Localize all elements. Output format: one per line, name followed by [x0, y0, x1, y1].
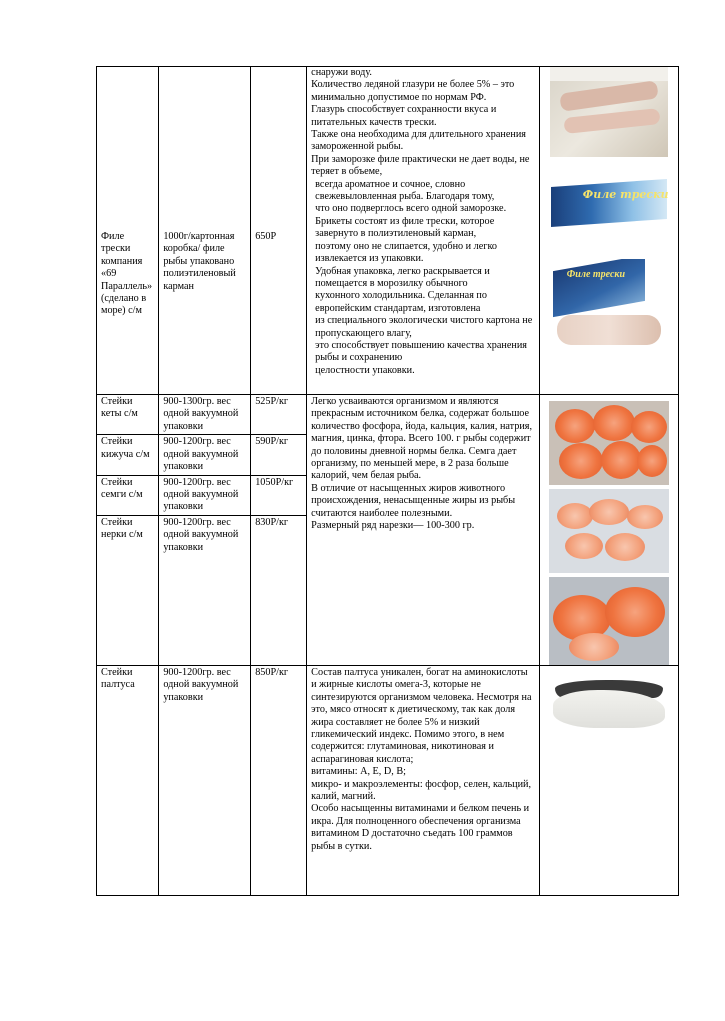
cod-desc-line: поэтому оно не слипается, удобно и легко извлекается из упаковки. [315, 240, 497, 265]
cod-desc-line: Также она необходима для длительного хранения замороженной рыбы. [311, 129, 526, 153]
halibut-desc-para: Особо насыщенны витаминами и белком печень и икра. Для полноценного обеспечения организма витамином D достаточно съедать 100 граммов рыбы в сутки. [311, 803, 530, 852]
cod-carton-fillet-photo [549, 259, 669, 355]
steak-price: 830Р/кг [255, 517, 289, 528]
cod-desc-cell [307, 67, 539, 395]
steaks-photos-cell [539, 395, 678, 666]
steak-price: 525Р/кг [255, 396, 289, 407]
carton-label: Филе трески [582, 188, 669, 201]
steak-name: Стейки кеты с/м [101, 396, 138, 420]
steak-photo-2 [549, 489, 669, 573]
cod-desc-line: кухонного холодильника. Сделанная по европейским стандартам, изготовлена [315, 290, 487, 314]
steaks-desc-para: Легко усваиваются организмом и являются прекрасным источником белка, содержат большое количество фосфора, йода, кальция, калия, натрия, магния, цинка, фтора. Всего 100. г рыбы содержит до половины дневной нормы белка. Семга дает организму, по меньшей мере, в 2 раза больше калорий, чем белая рыба. [311, 396, 533, 482]
table-row-halibut [97, 666, 679, 896]
steak-price-cell [251, 435, 307, 475]
halibut-photo-cell [539, 666, 678, 896]
steak-pack-cell [159, 475, 251, 515]
halibut-price-cell [251, 666, 307, 896]
steak-name-cell [97, 475, 159, 515]
steak-pack-cell [159, 435, 251, 475]
steak-name-cell [97, 435, 159, 475]
halibut-desc-para: витамины: A, E, D, B; [311, 766, 406, 778]
cod-price: 650Р [255, 231, 277, 242]
cod-name: Филе трески компания «69 Параллель» (сделано в море) с/м [101, 231, 153, 317]
steaks-desc-para: Размерный ряд нарезки— 100-300 гр. [311, 520, 475, 532]
halibut-name: Стейки палтуса [101, 667, 135, 691]
steak-pack-cell [159, 395, 251, 435]
steak-name: Стейки семги с/м [101, 476, 143, 501]
halibut-photo [549, 672, 669, 734]
halibut-pack: 900-1200гр. вес одной вакуумной упаковки [163, 667, 239, 703]
cod-desc-line: это способствует повышению качества хранения рыбы и сохранению [315, 339, 527, 364]
cod-name-cell [97, 67, 159, 395]
halibut-desc-para: Состав палтуса уникален, богат на аминокислоты и жирные кислоты омега-3, которые не синтезируются организмом человека. Несмотря на это, мясо относят к диетическому, так как доля жира составляет не более 5% и низкий гликемический индекс. Помимо этого, в нем содержится: глутаминовая, никотиновая и аспарагиновая кислота; [311, 667, 532, 765]
steak-name-cell [97, 516, 159, 666]
cod-desc-line: что оно подверглось всего одной заморозке. [315, 203, 507, 215]
steak-pack: 900-1200гр. вес одной вакуумной упаковки [163, 436, 239, 473]
cod-carton-photo [549, 165, 669, 245]
cod-desc-line: Брикеты состоят из филе трески, которое завернуто в полиэтиленовый карман, [315, 215, 495, 240]
steak-pack: 900-1300гр. вес одной вакуумной упаковки [163, 396, 239, 432]
cod-desc-line: При заморозке филе практически не дает воды, не теряет в объеме, [311, 153, 530, 178]
cod-desc-line: целостности упаковки. [315, 364, 415, 376]
steak-pack: 900-1200гр. вес одной вакуумной упаковки [163, 476, 239, 513]
halibut-desc-cell [307, 666, 539, 896]
cod-pack-cell [159, 67, 251, 395]
steak-pack-cell [159, 516, 251, 666]
halibut-price: 850Р/кг [255, 667, 289, 678]
cod-desc-line: Удобная упаковка, легко раскрывается и помещается в морозилку обычного [315, 265, 490, 289]
table-row-keta [97, 395, 679, 435]
steaks-desc-cell [307, 395, 539, 666]
steak-price-cell [251, 395, 307, 435]
halibut-name-cell [97, 666, 159, 896]
cod-desc-line: всегда ароматное и сочное, словно свежевыловленная рыба. Благодаря тому, [315, 178, 495, 203]
product-table [96, 66, 679, 896]
cod-photos-cell [539, 67, 678, 395]
steak-name: Стейки нерки с/м [101, 517, 143, 541]
cod-pack: 1000г/картонная коробка/ филе рыбы упаковано полиэтиленовый карман [163, 231, 236, 292]
steak-name: Стейки кижуча с/м [101, 436, 150, 460]
cod-price-cell [251, 67, 307, 395]
steak-price-cell [251, 516, 307, 666]
cod-desc-line: Количество ледяной глазури не более 5% – это минимально допустимое по нормам РФ. [311, 79, 515, 103]
steak-photo-1 [549, 401, 669, 485]
halibut-pack-cell [159, 666, 251, 896]
table-row-cod [97, 67, 679, 395]
cod-desc-line: снаружи воду. [311, 67, 372, 78]
cod-desc-line: из специального экологически чистого картона не пропускающего влагу, [315, 315, 533, 339]
steak-pack: 900-1200гр. вес одной вакуумной упаковки [163, 517, 239, 553]
halibut-desc-para: микро- и макроэлементы: фосфор, селен, кальций, калий, магний. [311, 778, 532, 803]
cod-desc-line: Глазурь способствует сохранности вкуса и питательных качеств трески. [311, 104, 497, 128]
cod-box-photo [550, 67, 668, 157]
steak-price: 590Р/кг [255, 436, 289, 448]
steaks-desc-para: В отличие от насыщенных жиров животного происхождения, ненасыщенные жиры из рыбы считаются наиболее полезными. [311, 482, 516, 519]
steak-name-cell [97, 395, 159, 435]
carton-label: Филе трески [566, 269, 626, 280]
steak-price-cell [251, 475, 307, 515]
steak-price: 1050Р/кг [255, 476, 294, 488]
steak-photo-3 [549, 577, 669, 665]
